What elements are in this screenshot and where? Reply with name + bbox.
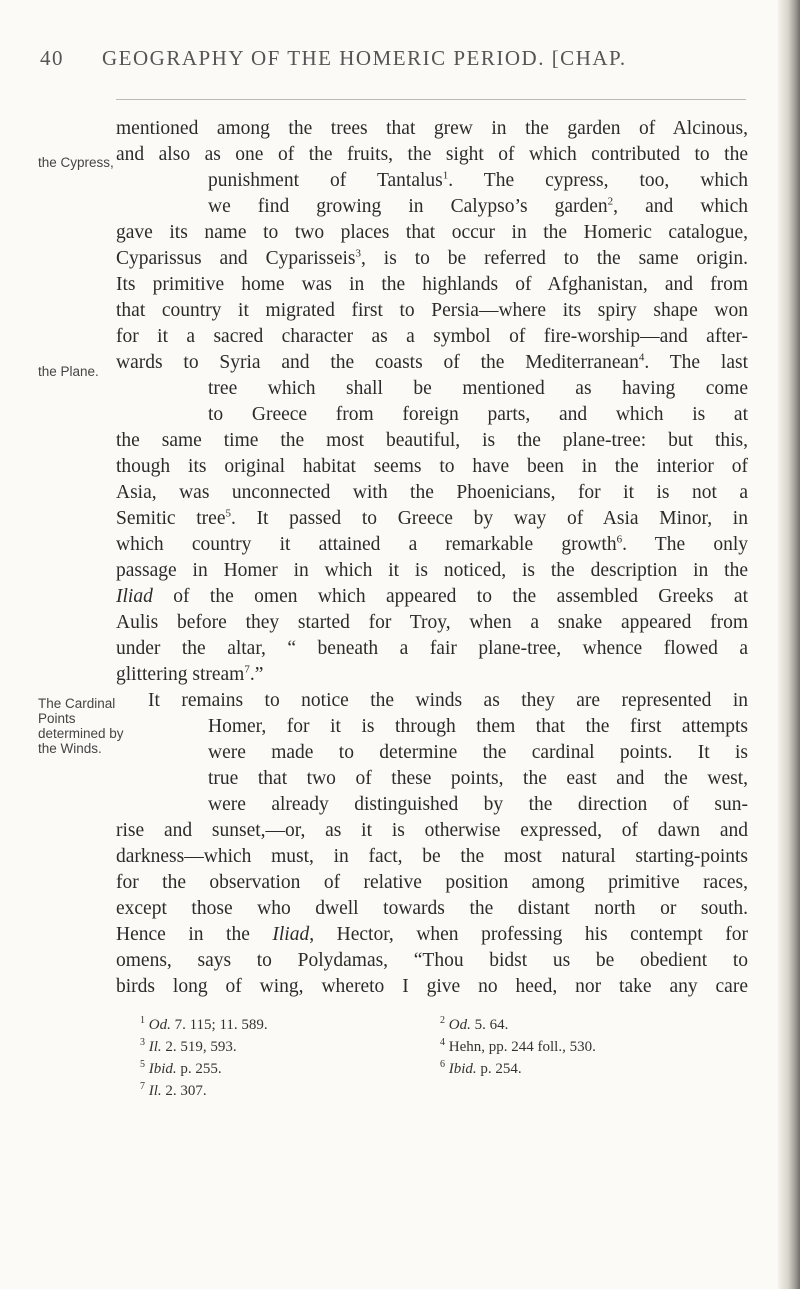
footnote-ref: 2 <box>607 195 614 208</box>
running-title: GEOGRAPHY OF THE HOMERIC PERIOD. [CHAP. <box>102 46 627 70</box>
footnote: $^6$ Ibid. p. 254. <box>440 1059 522 1077</box>
body-line: omens, says to Polydamas, “Thou bidst us be obedient to <box>116 950 748 971</box>
body-line: mentioned among the trees that grew in the garden of Alcinous, <box>116 118 748 139</box>
body-line: to Greece from foreign parts, and which is at <box>208 404 748 425</box>
page-header <box>40 46 758 76</box>
page-number: 40 <box>40 46 64 70</box>
body-line: were already distinguished by the direction of sun- <box>208 794 748 815</box>
header-rule <box>116 99 746 100</box>
footnote-ref: 6 <box>616 533 623 546</box>
body-line: Aulis before they started for Troy, when a snake appeared from <box>116 612 748 633</box>
body-line: which country it attained a remarkable growth$^6$. The only <box>116 533 748 555</box>
sidenote-plane: the Plane. <box>38 364 99 379</box>
footnote: $^2$ Od. 5. 64. <box>440 1015 509 1033</box>
body-line: It remains to notice the winds as they are represented in <box>148 690 748 711</box>
body-line: the same time the most beautiful, is the plane-tree: but this, <box>116 430 748 451</box>
body-line: except those who dwell towards the distant north or south. <box>116 898 748 919</box>
body-line: Asia, was unconnected with the Phoenicians, for it is not a <box>116 482 748 503</box>
footnote: $^7$ Il. 2. 307. <box>140 1081 207 1099</box>
body-line: Semitic tree$^5$. It passed to Greece by way of Asia Minor, in <box>116 507 748 529</box>
footnote: $^4$ Hehn, pp. 244 foll., 530. <box>440 1037 596 1055</box>
footnote: $^5$ Ibid. p. 255. <box>140 1059 222 1077</box>
body-line: punishment of Tantalus$^1$. The cypress, too, which <box>208 169 748 191</box>
body-line: darkness—which must, in fact, be the most natural starting-points <box>116 846 748 867</box>
footnote-ref: 1 <box>442 169 449 182</box>
body-line: though its original habitat seems to have been in the interior of <box>116 456 748 477</box>
body-line: Homer, for it is through them that the first attempts <box>208 716 748 737</box>
body-line: true that two of these points, the east and the west, <box>208 768 748 789</box>
sidenote-cypress: the Cypress, <box>38 155 114 170</box>
body-line: Iliad of the omen which appeared to the assembled Greeks at <box>116 586 748 607</box>
body-line: under the altar, “ beneath a fair plane-tree, whence flowed a <box>116 638 748 659</box>
body-line: tree which shall be mentioned as having come <box>208 378 748 399</box>
body-line: gave its name to two places that occur in the Homeric catalogue, <box>116 222 748 243</box>
body-line: wards to Syria and the coasts of the Mediterranean$^4$. The last <box>116 351 748 373</box>
footnote-ref: 7 <box>244 663 250 676</box>
body-line: we find growing in Calypso’s garden$^2$, and which <box>208 195 748 217</box>
page-edge-shadow <box>778 0 800 1289</box>
body-line: Its primitive home was in the highlands of Afghanistan, and from <box>116 274 748 295</box>
body-line: and also as one of the fruits, the sight of which contributed to the <box>116 144 748 165</box>
body-line: were made to determine the cardinal points. It is <box>208 742 748 763</box>
sidenote-cardinal: The Cardinal Points determined by the Winds. <box>38 696 124 756</box>
footnote: $^3$ Il. 2. 519, 593. <box>140 1037 237 1055</box>
footnote-ref: 5 <box>225 507 231 520</box>
body-line: that country it migrated first to Persia—where its spiry shape won <box>116 300 748 321</box>
body-line: glittering stream$^7$.” <box>116 663 264 685</box>
footnote: $^1$ Od. 7. 115; 11. 589. <box>140 1015 268 1033</box>
footnote-ref: 4 <box>638 351 645 364</box>
body-line: passage in Homer in which it is noticed, is the description in the <box>116 560 748 581</box>
body-line: for it a sacred character as a symbol of fire-worship—and after- <box>116 326 748 347</box>
body-line: Cyparissus and Cyparisseis$^3$, is to be referred to the same origin. <box>116 247 749 269</box>
footnote-ref: 3 <box>355 247 361 260</box>
body-line: for the observation of relative position among primitive races, <box>116 872 748 893</box>
body-line: Hence in the Iliad, Hector, when professing his contempt for <box>116 924 748 945</box>
body-line: rise and sunset,—or, as it is otherwise expressed, of dawn and <box>116 820 748 841</box>
body-line: birds long of wing, whereto I give no heed, nor take any care <box>116 976 748 997</box>
